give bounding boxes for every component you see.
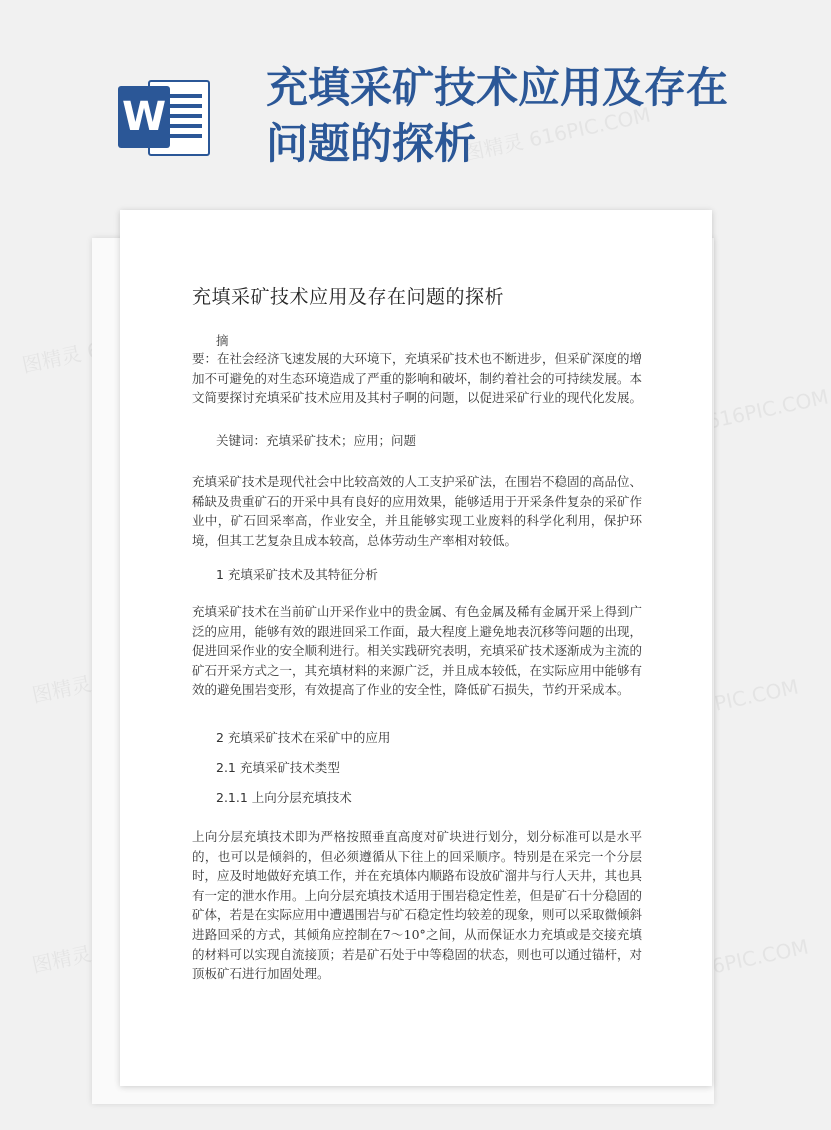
word-icon: [118, 74, 214, 160]
paragraph-section-2-1-1: 上向分层充填技术即为严格按照垂直高度对矿块进行划分，划分标准可以是水平的，也可以是倾斜的，但必须遵循从下往上的回采顺序。特别是在采完一个分层时，应及时地做好充填工作，并在充填体内顺路布设放矿溜井与行人天井，其也具有一定的泄水作用。上向分层充填技术适用于围岩稳定性差，但是矿石十分稳固的矿体，若是在实际应用中遭遇围岩与矿石稳定性均较差的现象，则可以采取微倾斜进路回采的方式，其倾角应控制在7～10°之间，从而保证水力充填或是交接充填的材料可以实现自流接顶；若是矿石处于中等稳固的状态，则也可以通过锚杆，对顶板矿石进行加固处理。: [192, 829, 643, 982]
subsection-heading-2-1-1: 2.1.1 上向分层充填技术: [216, 790, 352, 805]
watermark: 图精灵 616PIC.COM: [639, 384, 831, 448]
banner-title: 充填采矿技术应用及存在问题的探析: [266, 63, 729, 168]
watermark: 616PIC.COM: [674, 674, 801, 724]
watermark: 图精灵 616PIC.COM: [461, 102, 653, 166]
abstract-paragraph: 要：在社会经济飞速发展的大环境下，充填采矿技术也不断进步，但采矿深度的增加不可避免的对生态环境造成了严重的影响和破坏，制约着社会的可持续发展。本文简要探讨充填采矿技术应用及其村子啊的问题，以促进采矿行业的现代化发展。: [192, 351, 643, 406]
subsection-heading-2-1: 2.1 充填采矿技术类型: [216, 760, 340, 775]
document-title: 充填采矿技术应用及存在问题的探析: [192, 286, 505, 308]
watermark: 图精灵: [29, 671, 94, 708]
abstract-heading: 摘: [216, 333, 229, 348]
word-letter-badge: W: [118, 86, 170, 148]
section-heading-1: 1 充填采矿技术及其特征分析: [216, 567, 378, 582]
section-heading-2: 2 充填采矿技术在采矿中的应用: [216, 730, 391, 745]
banner: [0, 0, 800, 210]
watermark: 图精灵: [29, 941, 94, 978]
document-page: [120, 210, 712, 1086]
paragraph-intro: 充填采矿技术是现代社会中比较高效的人工支护采矿法，在围岩不稳固的高品位、稀缺及贵重矿石的开采中具有良好的应用效果，能够适用于开采条件复杂的采矿作业中，矿石回采率高，作业安全，并且能够实现工业废料的科学化利用，保护环境，但其工艺复杂且成本较高，总体劳动生产率相对较低。: [192, 474, 643, 548]
watermark: 图精灵 616PIC.COM: [619, 934, 811, 998]
keywords-line: 关键词：充填采矿技术；应用；问题: [216, 433, 417, 448]
watermark: 图精灵: [19, 341, 84, 378]
paragraph-section-1: 充填采矿技术在当前矿山开采作业中的贵金属、有色金属及稀有金属开采上得到广泛的应用，能够有效的跟进回采工作面，最大程度上避免地表沉移等问题的出现，促进回采作业的安全顺利进行。相关实践研究表明，充填采矿技术逐渐成为主流的矿石开采方式之一，其充填材料的来源广泛，并且成本较低，在实际应用中能够有效的避免围岩变形，有效提高了作业的安全性，降低矿石损失，节约开采成本。: [192, 604, 643, 698]
